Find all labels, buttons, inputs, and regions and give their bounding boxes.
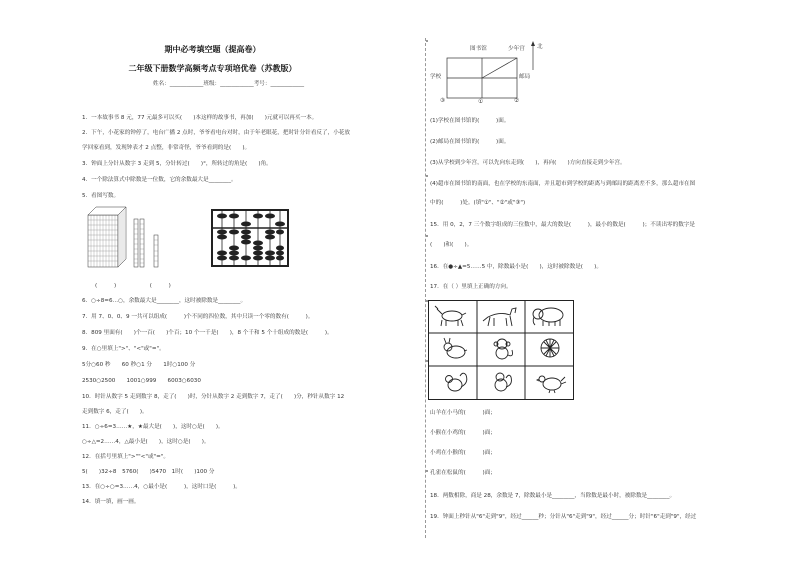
question-6: 6．○÷8=6…○，余数最大是________，这时被除数是________。: [82, 298, 247, 304]
map-label-post: 邮局: [519, 74, 531, 80]
question-15-line-2: ( )和( )。: [430, 242, 473, 248]
question-4: 4．一个除法算式中除数是一位数，它的余数最大是________。: [82, 177, 237, 183]
divider-dot: [426, 40, 428, 42]
question-9-row-1: 5分○60 秒 60 秒○1 分 1时○100 分: [82, 362, 196, 368]
question-8: 8．809 里面有( )个一百( )个百；10 个一千是( )，8 个千和 5 个十组成的数是( )。: [82, 330, 333, 336]
question-11-line-1: 11．○÷6=3……★，★最大是( )，这时○是( )。: [82, 424, 224, 430]
elephant-icon: [529, 305, 569, 327]
divider-dot: [426, 175, 428, 177]
question-17-3: 小鸡在小猴的( )面；: [430, 450, 496, 456]
horse-icon: [480, 305, 520, 327]
rabbit-icon: [434, 338, 474, 360]
map-label-library: 图书馆: [470, 46, 487, 52]
column-divider: [425, 38, 426, 538]
map-mark-1: ①: [478, 99, 484, 105]
divider-dot: [426, 470, 428, 472]
map-mark-2: ②: [514, 98, 520, 104]
question-14-4-line-2: 中的( )处。(填"①"、"②"或"③"): [430, 200, 526, 206]
page-subtitle: 二年级下册数学高频考点专项培优卷（苏教版）: [128, 64, 297, 73]
map-label-palace: 少年宫: [508, 46, 525, 52]
question-14-4-line-1: (4)超市在图书馆的南面，也在学校的东南面，并且超市到学校的距离与到邮局的距离差不多，那么超市在图: [430, 181, 696, 187]
question-18: 18．两数相除，商是 28，余数是 7，除数最小是________，当除数是最小时，被除数是________。: [430, 493, 676, 499]
question-17-1: 山羊在小马的( )面；: [430, 410, 496, 416]
question-11-line-2: ○÷△=2……4，△最小是( )，这时○是( )。: [82, 439, 210, 445]
question-1: 1．一本故事书 8 元，77 元最多可以买( )本这样的故事书，再加( )元就可以再买一本。: [82, 115, 318, 121]
question-17-2: 小猴在小鸡的( )面；: [430, 430, 496, 436]
map-label-north: 北: [537, 44, 543, 50]
map-mark-3: ③: [440, 98, 446, 104]
question-13: 13．在○÷○=3……4，○最小是( )，这时口是( )。: [82, 484, 241, 490]
question-16: 16．在●÷▲=5……5 中，除数最小是( )，这时被除数是( )。: [430, 264, 602, 270]
hedgehog-icon: [530, 337, 570, 359]
question-19: 19．钟面上秒针从"6"走到"9"，经过______秒；分针从"6"走到"9"，经过______分；时针"6"走到"9"，经过: [430, 514, 697, 520]
page-title: 期中必考填空题（提高卷）: [164, 45, 261, 54]
question-14: 14．填一填，画一画。: [82, 499, 140, 505]
question-10-line-2: 走到数字 6，走了( )。: [82, 409, 148, 415]
chicken-icon: [530, 371, 570, 393]
question-17-4: 孔雀在松鼠的( )面；: [430, 470, 496, 476]
divider-dot: [426, 235, 428, 237]
question-2-line-1: 2．下午，小花家的钟停了，电台广播 2 点时，爷爷看电台对时，由于年老眼花，把时针分针看反了，小花放: [82, 130, 350, 136]
question-9: 9．在○里填上">"、"<"或"="。: [82, 346, 165, 352]
question-12-row: 5( )32÷8 5760( )5470 1时( )100 分: [82, 469, 215, 475]
squirrel-icon: [433, 371, 473, 393]
question-7: 7．用 7、0、0、9 一共可以组成( )个不同的四位数，其中只读一个零的数有( )。: [82, 314, 314, 320]
abacus-figure: [210, 208, 290, 268]
question-5: 5．看图写数。: [82, 193, 120, 199]
figure-answer-blanks: ( ) ( ): [95, 283, 171, 289]
question-14-1: (1)学校在图书馆的( )面。: [430, 118, 510, 124]
goat-icon: [432, 305, 472, 327]
map-label-school: 学校: [430, 74, 442, 80]
question-14-3: (3)从学校到少年宫，可以先向东走到( )，再向( )方向直接走到少年宫。: [430, 160, 626, 166]
direction-map-figure: [440, 40, 550, 110]
place-value-blocks-figure: [88, 205, 178, 271]
question-3: 3．钟面上分针从数字 3 走到 5，分针转过( )°，所转过的角是( )角。: [82, 161, 272, 167]
monkey-icon: [482, 338, 522, 360]
question-9-row-2: 2530○2500 1001○999 6003○6030: [82, 378, 201, 384]
question-12: 12．在括号里填上">""<"或"="。: [82, 454, 169, 460]
chipmunk-icon: [481, 371, 521, 393]
question-15-line-1: 15．用 0，2，7 三个数字组成的三位数中，最大的数是( )，最小的数是( )；不读出零的数字是: [430, 222, 696, 228]
question-14-2: (2)邮局在图书馆的( )面。: [430, 139, 510, 145]
student-info-line: 姓名：____________班级：____________考号：____________: [153, 81, 305, 87]
question-10-line-1: 10．时针从数字 5 走到数字 8，走了( )时，分针从数字 2 走到数字 7，走了( )分，秒针从数字 12: [82, 394, 345, 400]
question-17: 17．在（ ）里填上正确的方向。: [430, 284, 512, 290]
question-2-line-2: 学回家看到，发现钟表才 2 点整，非常奇怪，爷爷看到的是( )。: [82, 145, 251, 151]
